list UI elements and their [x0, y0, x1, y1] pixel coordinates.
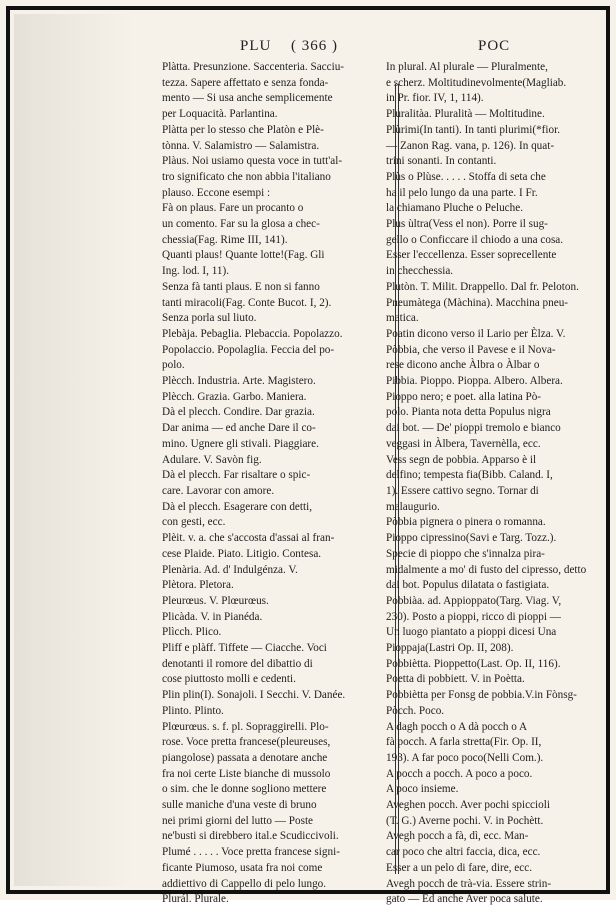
text-line: Plœurœus. s. f. pl. Sopraggirelli. Plo- [162, 720, 329, 733]
text-line: Plècch. Industria. Arte. Magistero. [162, 375, 316, 388]
text-line: Pobbiètta. Pioppetto(Last. Op. II, 116). [386, 657, 561, 670]
text-line: Poetta di pobbiett. V. in Poètta. [386, 673, 525, 686]
text-line: mino. Ugnere gli stivali. Piaggiare. [162, 437, 319, 450]
text-line: Specie di pioppo che s'innalza pira- [386, 547, 545, 560]
text-line: Dà el plecch. Far risaltare o spic- [162, 469, 311, 482]
text-line: care. Lavorar con amore. [162, 484, 275, 497]
right-column [386, 60, 616, 908]
text-line: A pocch a pocch. A poco a poco. [386, 767, 533, 780]
text-line: fra noi certe Liste bianche di mussolo [162, 767, 331, 780]
text-line: dai bot. Populus dilatata o fastigiata. [386, 579, 550, 592]
text-line: Avegh pocch de trà-via. Essere strin- [386, 877, 552, 890]
text-line: e scherz. Moltitudinevolmente(Magliab. [386, 76, 567, 89]
text-line: rese dicono anche Àlbra o Àlbar o [386, 359, 540, 372]
text-line: Pneumàtega (Màchina). Macchina pneu- [386, 296, 569, 309]
text-line: trini sonanti. In contanti. [386, 155, 497, 168]
text-line: ficante Piumoso, usata fra noi come [162, 861, 323, 874]
text-line: plauso. Eccone esempi : [162, 186, 271, 199]
text-line: fà pocch. A farla stretta(Fir. Op. II, [386, 736, 542, 749]
text-line: Plumé . . . . . Voce pretta francese signi- [162, 846, 340, 859]
text-line: Plutòn. T. Milit. Drappello. Dal fr. Peloton. [386, 280, 579, 293]
text-line: addiettivo di Cappello di pelo lungo. [162, 877, 327, 890]
text-line: Plenària. Ad. d' Indulgénza. V. [162, 563, 298, 576]
text-line: — Zanon Rag. vana, p. 126). In quat- [386, 139, 555, 152]
text-line: Plàtta. Presunzione. Saccenteria. Sacciu- [162, 61, 345, 73]
text-line: per Loquacità. Parlantina. [162, 108, 278, 121]
text-line: Pobbiètta per Fonsg de pobbia.V.in Fònsg- [386, 689, 577, 702]
text-line: mento — Si usa anche semplicemente [162, 92, 333, 105]
text-line: denotanti il romore del dibattio di [162, 657, 313, 670]
text-line: Dar anima — ed anche Dare il co- [162, 422, 316, 435]
text-line: chessia(Fag. Rime III, 141). [162, 233, 288, 246]
text-line: In plural. Al plurale — Pluralmente, [386, 61, 548, 73]
text-line: Ing. lod. I, 11). [162, 265, 230, 278]
text-line: Pioppaja(Lastri Op. II, 208). [386, 642, 514, 655]
text-line: Plinto. Plinto. [162, 704, 224, 717]
text-line: in Pr. fior. IV, 1, 114). [386, 92, 484, 105]
running-header [0, 38, 616, 58]
text-line: Plùrimi(In tanti). In tanti plurimi(*fior. [386, 123, 561, 136]
text-line: A dagh pocch o A dà pocch o A [386, 720, 528, 733]
text-line: Senza fà tanti plaus. E non si fanno [162, 280, 320, 293]
text-line: Poatin dicono verso il Lario per Èlza. V. [386, 327, 566, 340]
text-line: 1). Essere cattivo segno. Tornar di [386, 484, 539, 497]
text-line: Quanti plaus! Quante lotte!(Fag. Gli [162, 249, 325, 262]
text-line: veggasi in Àlbera, Tavernèlla, ecc. [386, 437, 541, 450]
text-line: Plètora. Pletora. [162, 579, 234, 592]
text-line: (T. G.) Averne pochi. V. in Pochètt. [386, 814, 544, 827]
text-line: Pluralitàa. Pluralità — Moltitudine. [386, 108, 545, 121]
text-line: Pòbbia, che verso il Pavese e il Nova- [386, 343, 556, 356]
text-line: Plàus. Noi usiamo questa voce in tutt'al- [162, 155, 343, 168]
text-line: o sim. che le donne sogliono mettere [162, 783, 327, 796]
text-line: Plùs o Plùse. . . . . Stoffa di seta che [386, 170, 546, 183]
text-line: Plèit. v. a. che s'accosta d'assai al fran- [162, 532, 335, 545]
text-line: nei primi giorni del lutto — Poste [162, 814, 314, 827]
text-line: malaugurio. [386, 500, 440, 513]
text-line: tezza. Sapere affettato e senza fonda- [162, 76, 329, 89]
text-line: sulle maniche d'una veste di bruno [162, 799, 317, 812]
text-line: rose. Voce pretta francese(pleureuses, [162, 736, 331, 749]
text-line: tro significato che non abbia l'italiano [162, 170, 331, 183]
text-line: Dà el plecch. Condire. Dar grazia. [162, 406, 315, 419]
text-line: Dà el plecch. Esagerare con detti, [162, 500, 313, 513]
header-right-guide-word: POC [478, 38, 511, 54]
text-line: 230). Posto a pioppi, ricco di pioppi — [386, 610, 561, 623]
text-line: Plebàja. Pebaglia. Plebaccia. Popolazzo. [162, 327, 343, 340]
text-line: midalmente a mo' di fusto del cipresso, detto [386, 563, 587, 576]
text-line: Esser a un pelo di fare, dire, ecc. [386, 861, 532, 874]
text-line: gato — Ed anche Aver poca salute. [386, 893, 543, 906]
text-line: tònna. V. Salamistro — Salamistra. [162, 139, 320, 152]
text-line: Pòcch. Poco. [386, 704, 445, 717]
text-line: delfino; tempesta fia(Bibb. Caland. I, [386, 469, 553, 482]
text-line: in checchessia. [386, 265, 454, 278]
text-line: Un luogo piantato a pioppi dicesi Una [386, 626, 557, 639]
text-line: matica. [386, 312, 419, 325]
text-line: Fà on plaus. Fare un procanto o [162, 202, 304, 215]
text-line: con gesti, ecc. [162, 516, 226, 529]
text-line: gello o Conficcare il chiodo a una cosa. [386, 233, 564, 246]
text-line: Plurál. Plurale. [162, 893, 229, 906]
page-number: ( 366 ) [291, 38, 338, 54]
text-line: Pleurœus. V. Plœurœus. [162, 594, 269, 607]
text-line: Plus ùltra(Vess el non). Porre il sug- [386, 218, 548, 231]
text-line: Plìcch. Plico. [162, 626, 222, 639]
text-line: ne'busti si direbbero ital.e Scudiccivoli. [162, 830, 339, 843]
text-line: Avegh pocch a fà, dì, ecc. Man- [386, 830, 529, 843]
text-line: Plicàda. V. in Pianéda. [162, 610, 263, 623]
text-line: Pòbbia pignera o pinera o romanna. [386, 516, 546, 529]
text-line: piangolose) passata a denotare anche [162, 751, 328, 764]
text-line: Plècch. Grazia. Garbo. Maniera. [162, 390, 307, 403]
text-line: polo. Pianta nota detta Populus nigra [386, 406, 551, 419]
text-line: Pioppo cipressino(Savi e Targ. Tozz.). [386, 532, 557, 545]
left-column [162, 60, 392, 908]
text-line: Popolaccio. Popolaglia. Feccia del po- [162, 343, 335, 356]
text-line: Esser l'eccellenza. Esser soprecellente [386, 249, 557, 262]
text-line: Pioppo nero; e poet. alla latina Pò- [386, 390, 542, 403]
text-line: ha il pelo lungo da una parte. I Fr. [386, 186, 538, 199]
text-line: cose piuttosto molli e cedenti. [162, 673, 296, 686]
text-line: Pobbiàa. ad. Appioppato(Targ. Viag. V, [386, 594, 562, 607]
text-line: Senza porla sul liuto. [162, 312, 257, 325]
text-line: Vess segn de pobbia. Apparso è il [386, 453, 537, 466]
text-line: Pibbia. Pioppo. Pioppa. Albero. Albera. [386, 375, 563, 388]
text-line: Plin plin(I). Sonajoli. I Secchi. V. Danée. [162, 689, 346, 702]
text-line: cese Plaide. Piato. Litigio. Contesa. [162, 547, 322, 560]
header-left-guide-word: PLU [240, 38, 272, 54]
text-line: A poco insieme. [386, 783, 459, 796]
text-line: Plàtta per lo stesso che Platòn e Plè- [162, 123, 324, 136]
text-line: car poco che altri faccia, dica, ecc. [386, 846, 541, 859]
text-line: Pliff e plàff. Tiffete — Ciacche. Voci [162, 642, 327, 655]
text-line: tanti miracoli(Fag. Conte Bucot. I, 2). [162, 296, 332, 309]
text-line: Aveghen pocch. Aver pochi spiccioli [386, 799, 550, 812]
text-line: un comento. Far su la glosa a chec- [162, 218, 320, 231]
text-line: Adulare. V. Savòn fig. [162, 453, 262, 466]
text-line: 193). A far poco poco(Nelli Com.). [386, 751, 544, 764]
text-line: polo. [162, 359, 185, 372]
text-line: dai bot. — De' pioppi tremolo e bianco [386, 422, 561, 435]
text-line: la chiamano Pluche o Peluche. [386, 202, 524, 215]
